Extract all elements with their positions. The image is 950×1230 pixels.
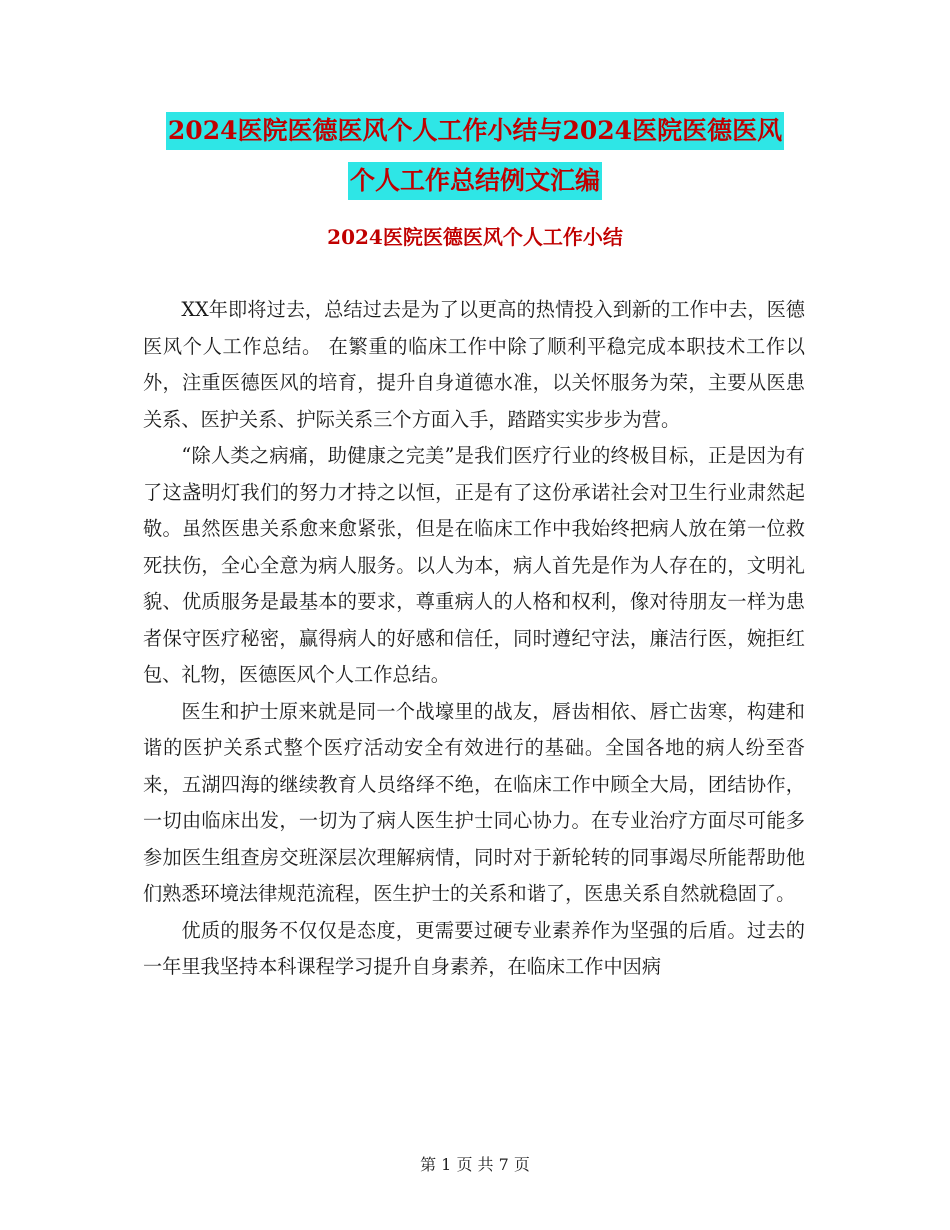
section-heading: 2024医院医德医风个人工作小结 bbox=[327, 225, 623, 249]
document-title bbox=[0, 112, 950, 212]
page-footer: 第 1 页 共 7 页 bbox=[420, 1155, 530, 1174]
document-body bbox=[143, 292, 805, 986]
title-line-2: 个人工作总结例文汇编 bbox=[348, 162, 602, 200]
paragraph: “除人类之病痛，助健康之完美”是我们医疗行业的终极目标，正是因为有了这盏明灯我们的努力才持之以恒，正是有了这份承诺社会对卫生行业肃然起敬。虽然医患关系愈来愈紧张，但是在临床工作中我始终把病人放在第一位救死扶伤，全心全意为病人服务。以人为本，病人首先是作为人存在的，文明礼貌、优质服务是最基本的要求，尊重病人的人格和权利，像对待朋友一样为患者保守医疗秘密，赢得病人的好感和信任，同时遵纪守法，廉洁行医，婉拒红包、礼物，医德医风个人工作总结。 bbox=[143, 444, 805, 686]
paragraph: XX年即将过去，总结过去是为了以更高的热情投入到新的工作中去，医德医风个人工作总结。 在繁重的临床工作中除了顺利平稳完成本职技术工作以外，注重医德医风的培育，提升自身道德水准，以关怀服务为荣，主要从医患关系、医护关系、护际关系三个方面入手，踏踏实实步步为营。 bbox=[143, 298, 805, 431]
title-line-1: 2024医院医德医风个人工作小结与2024医院医德医风 bbox=[166, 112, 784, 150]
paragraph: 优质的服务不仅仅是态度，更需要过硬专业素养作为坚强的后盾。过去的一年里我坚持本科课程学习提升自身素养，在临床工作中因病 bbox=[143, 918, 805, 978]
paragraph: 医生和护士原来就是同一个战壕里的战友，唇齿相依、唇亡齿寒，构建和谐的医护关系式整个医疗活动安全有效进行的基础。全国各地的病人纷至沓来，五湖四海的继续教育人员络绎不绝，在临床工作中顾全大局，团结协作，一切由临床出发，一切为了病人医生护士同心协力。在专业治疗方面尽可能多参加医生组查房交班深层次理解病情，同时对于新轮转的同事竭尽所能帮助他们熟悉环境法律规范流程，医生护士的关系和谐了，医患关系自然就稳固了。 bbox=[143, 699, 805, 905]
